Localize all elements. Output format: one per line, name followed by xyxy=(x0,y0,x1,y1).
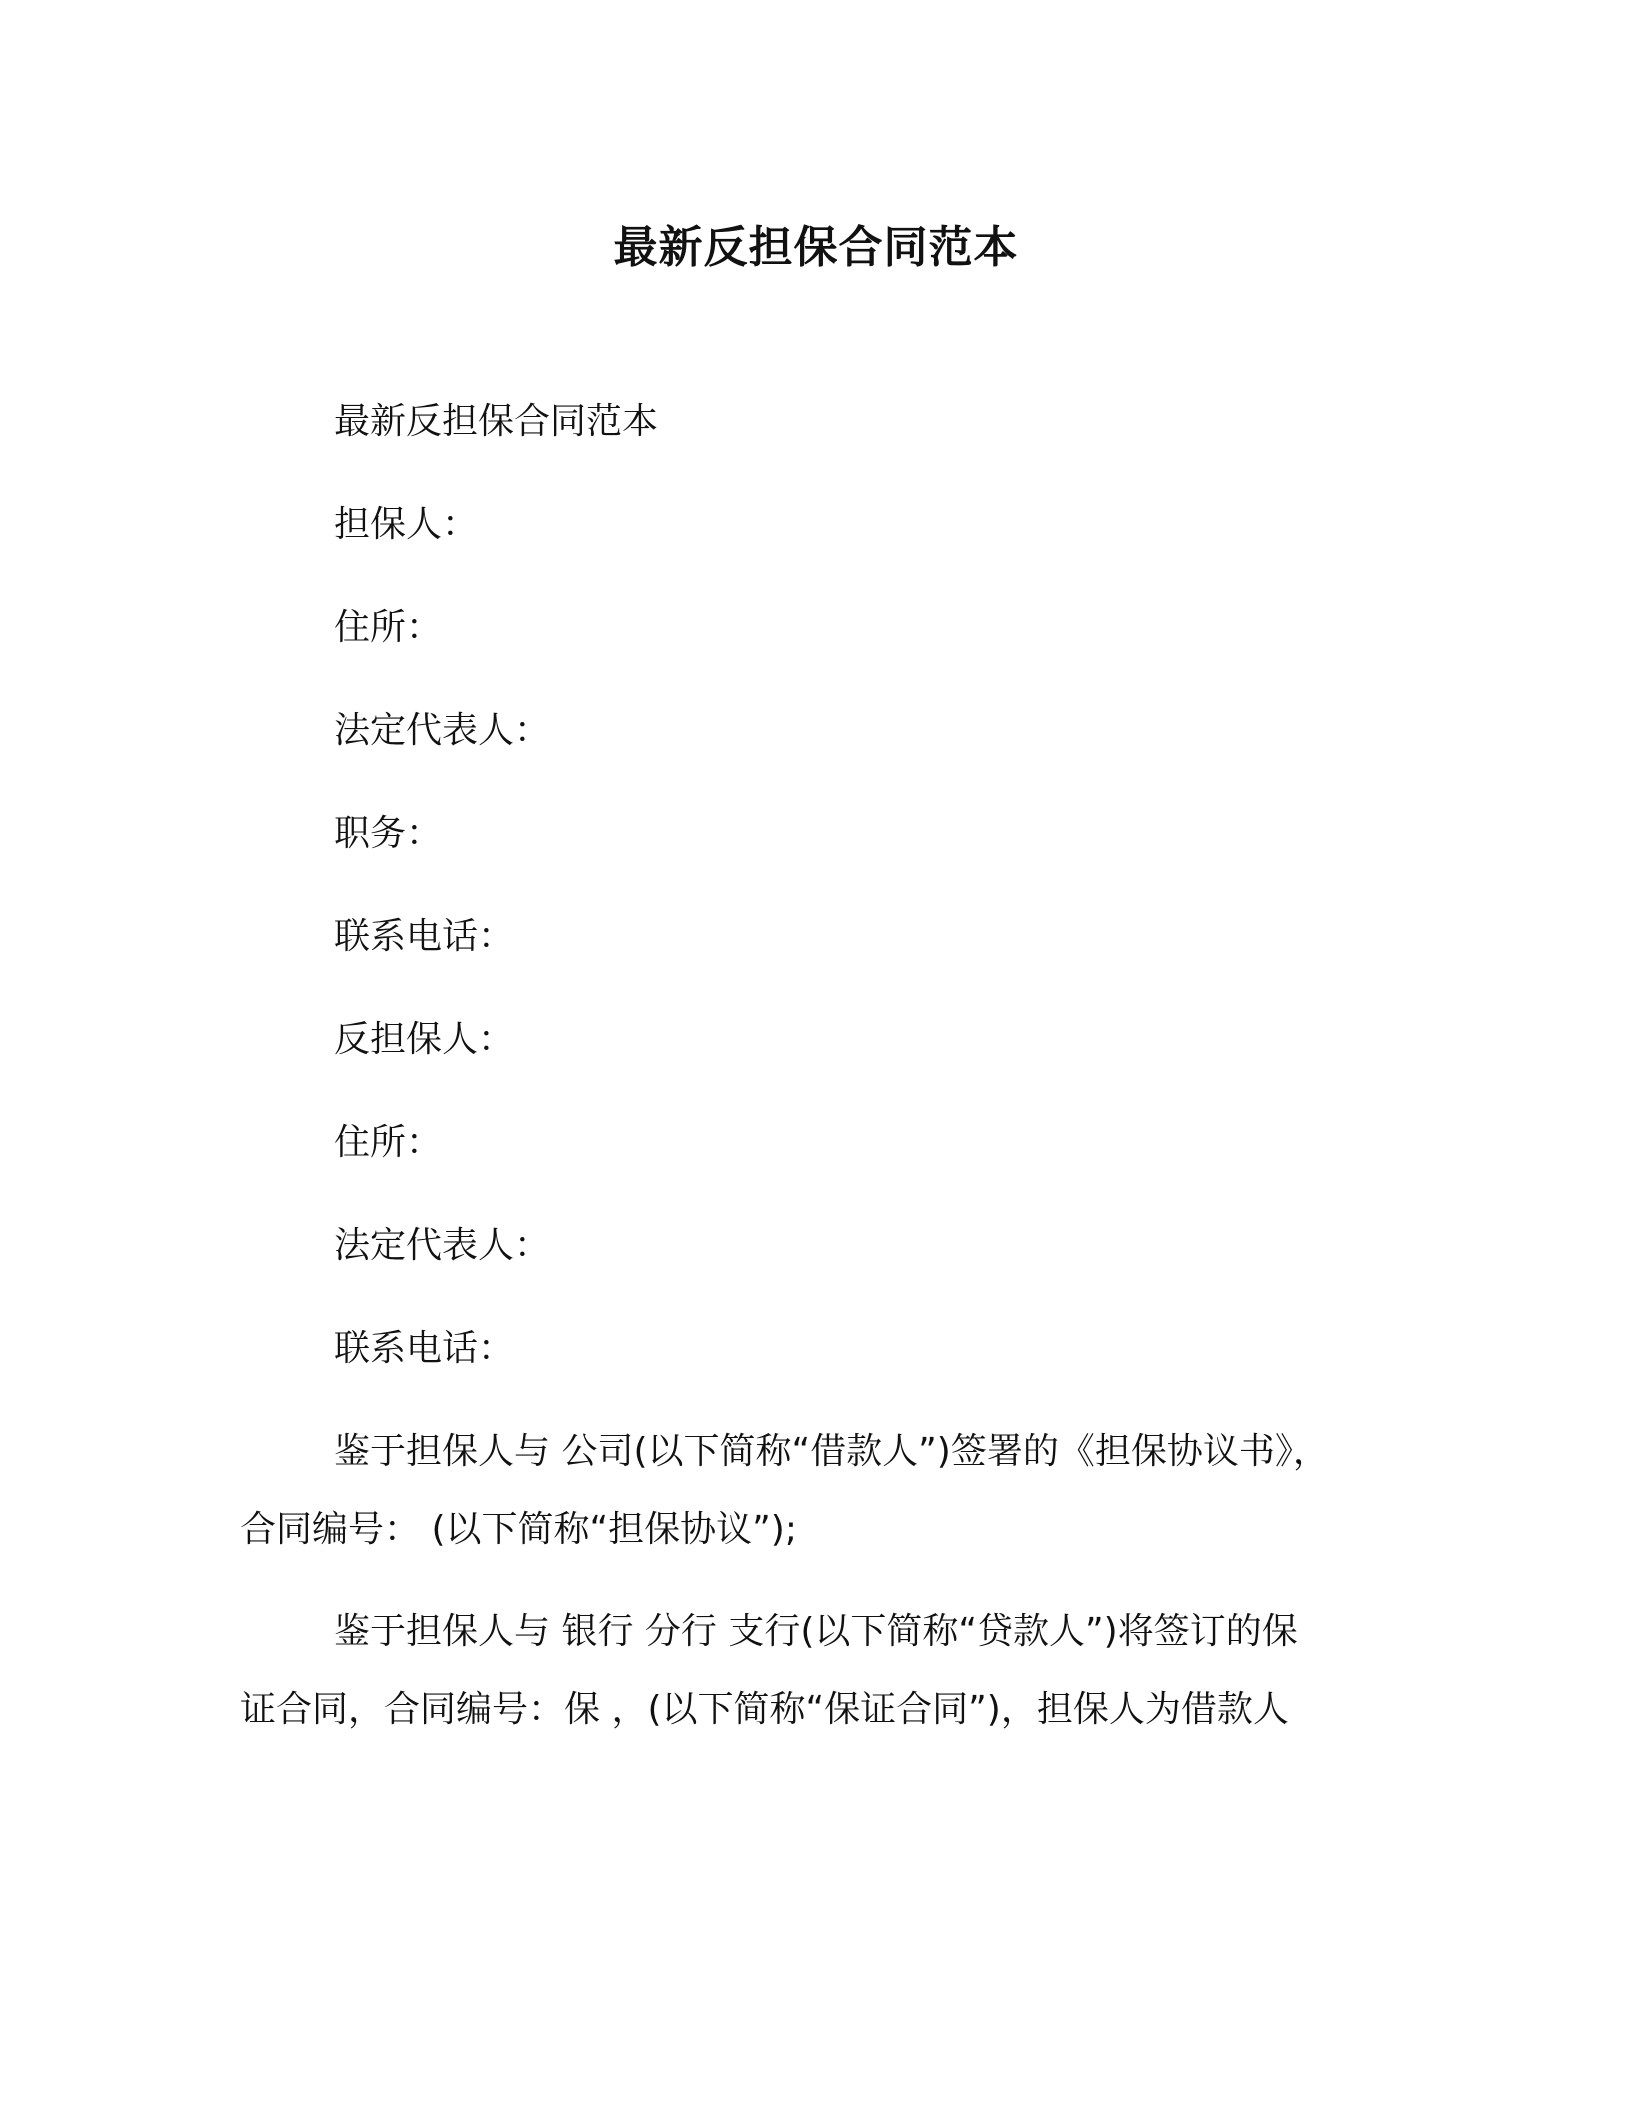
paragraph-line: 证合同，合同编号：保 ，(以下简称“保证合同”)，担保人为借款人 xyxy=(240,1689,1289,1730)
field-counter-guarantor-address: 住所： xyxy=(334,1122,443,1163)
field-counter-guarantor-legal-representative: 法定代表人： xyxy=(334,1225,551,1266)
document-subtitle: 最新反担保合同范本 xyxy=(334,401,659,442)
paragraph-line: 鉴于担保人与 公司(以下简称“借款人”)签署的《担保协议书》， xyxy=(334,1431,1329,1472)
field-guarantor-legal-representative: 法定代表人： xyxy=(334,710,551,751)
document-title: 最新反担保合同范本 xyxy=(613,222,1019,273)
paragraph-line: 鉴于担保人与 银行 分行 支行(以下简称“贷款人”)将签订的保 xyxy=(334,1611,1298,1652)
field-guarantor-address: 住所： xyxy=(334,607,443,648)
field-guarantor: 担保人： xyxy=(334,504,479,545)
field-guarantor-phone: 联系电话： xyxy=(334,916,515,957)
field-counter-guarantor-phone: 联系电话： xyxy=(334,1328,515,1369)
field-counter-guarantor: 反担保人： xyxy=(334,1019,515,1060)
field-guarantor-position: 职务： xyxy=(334,813,443,854)
paragraph-line: 合同编号： (以下简称“担保协议”); xyxy=(240,1509,797,1550)
